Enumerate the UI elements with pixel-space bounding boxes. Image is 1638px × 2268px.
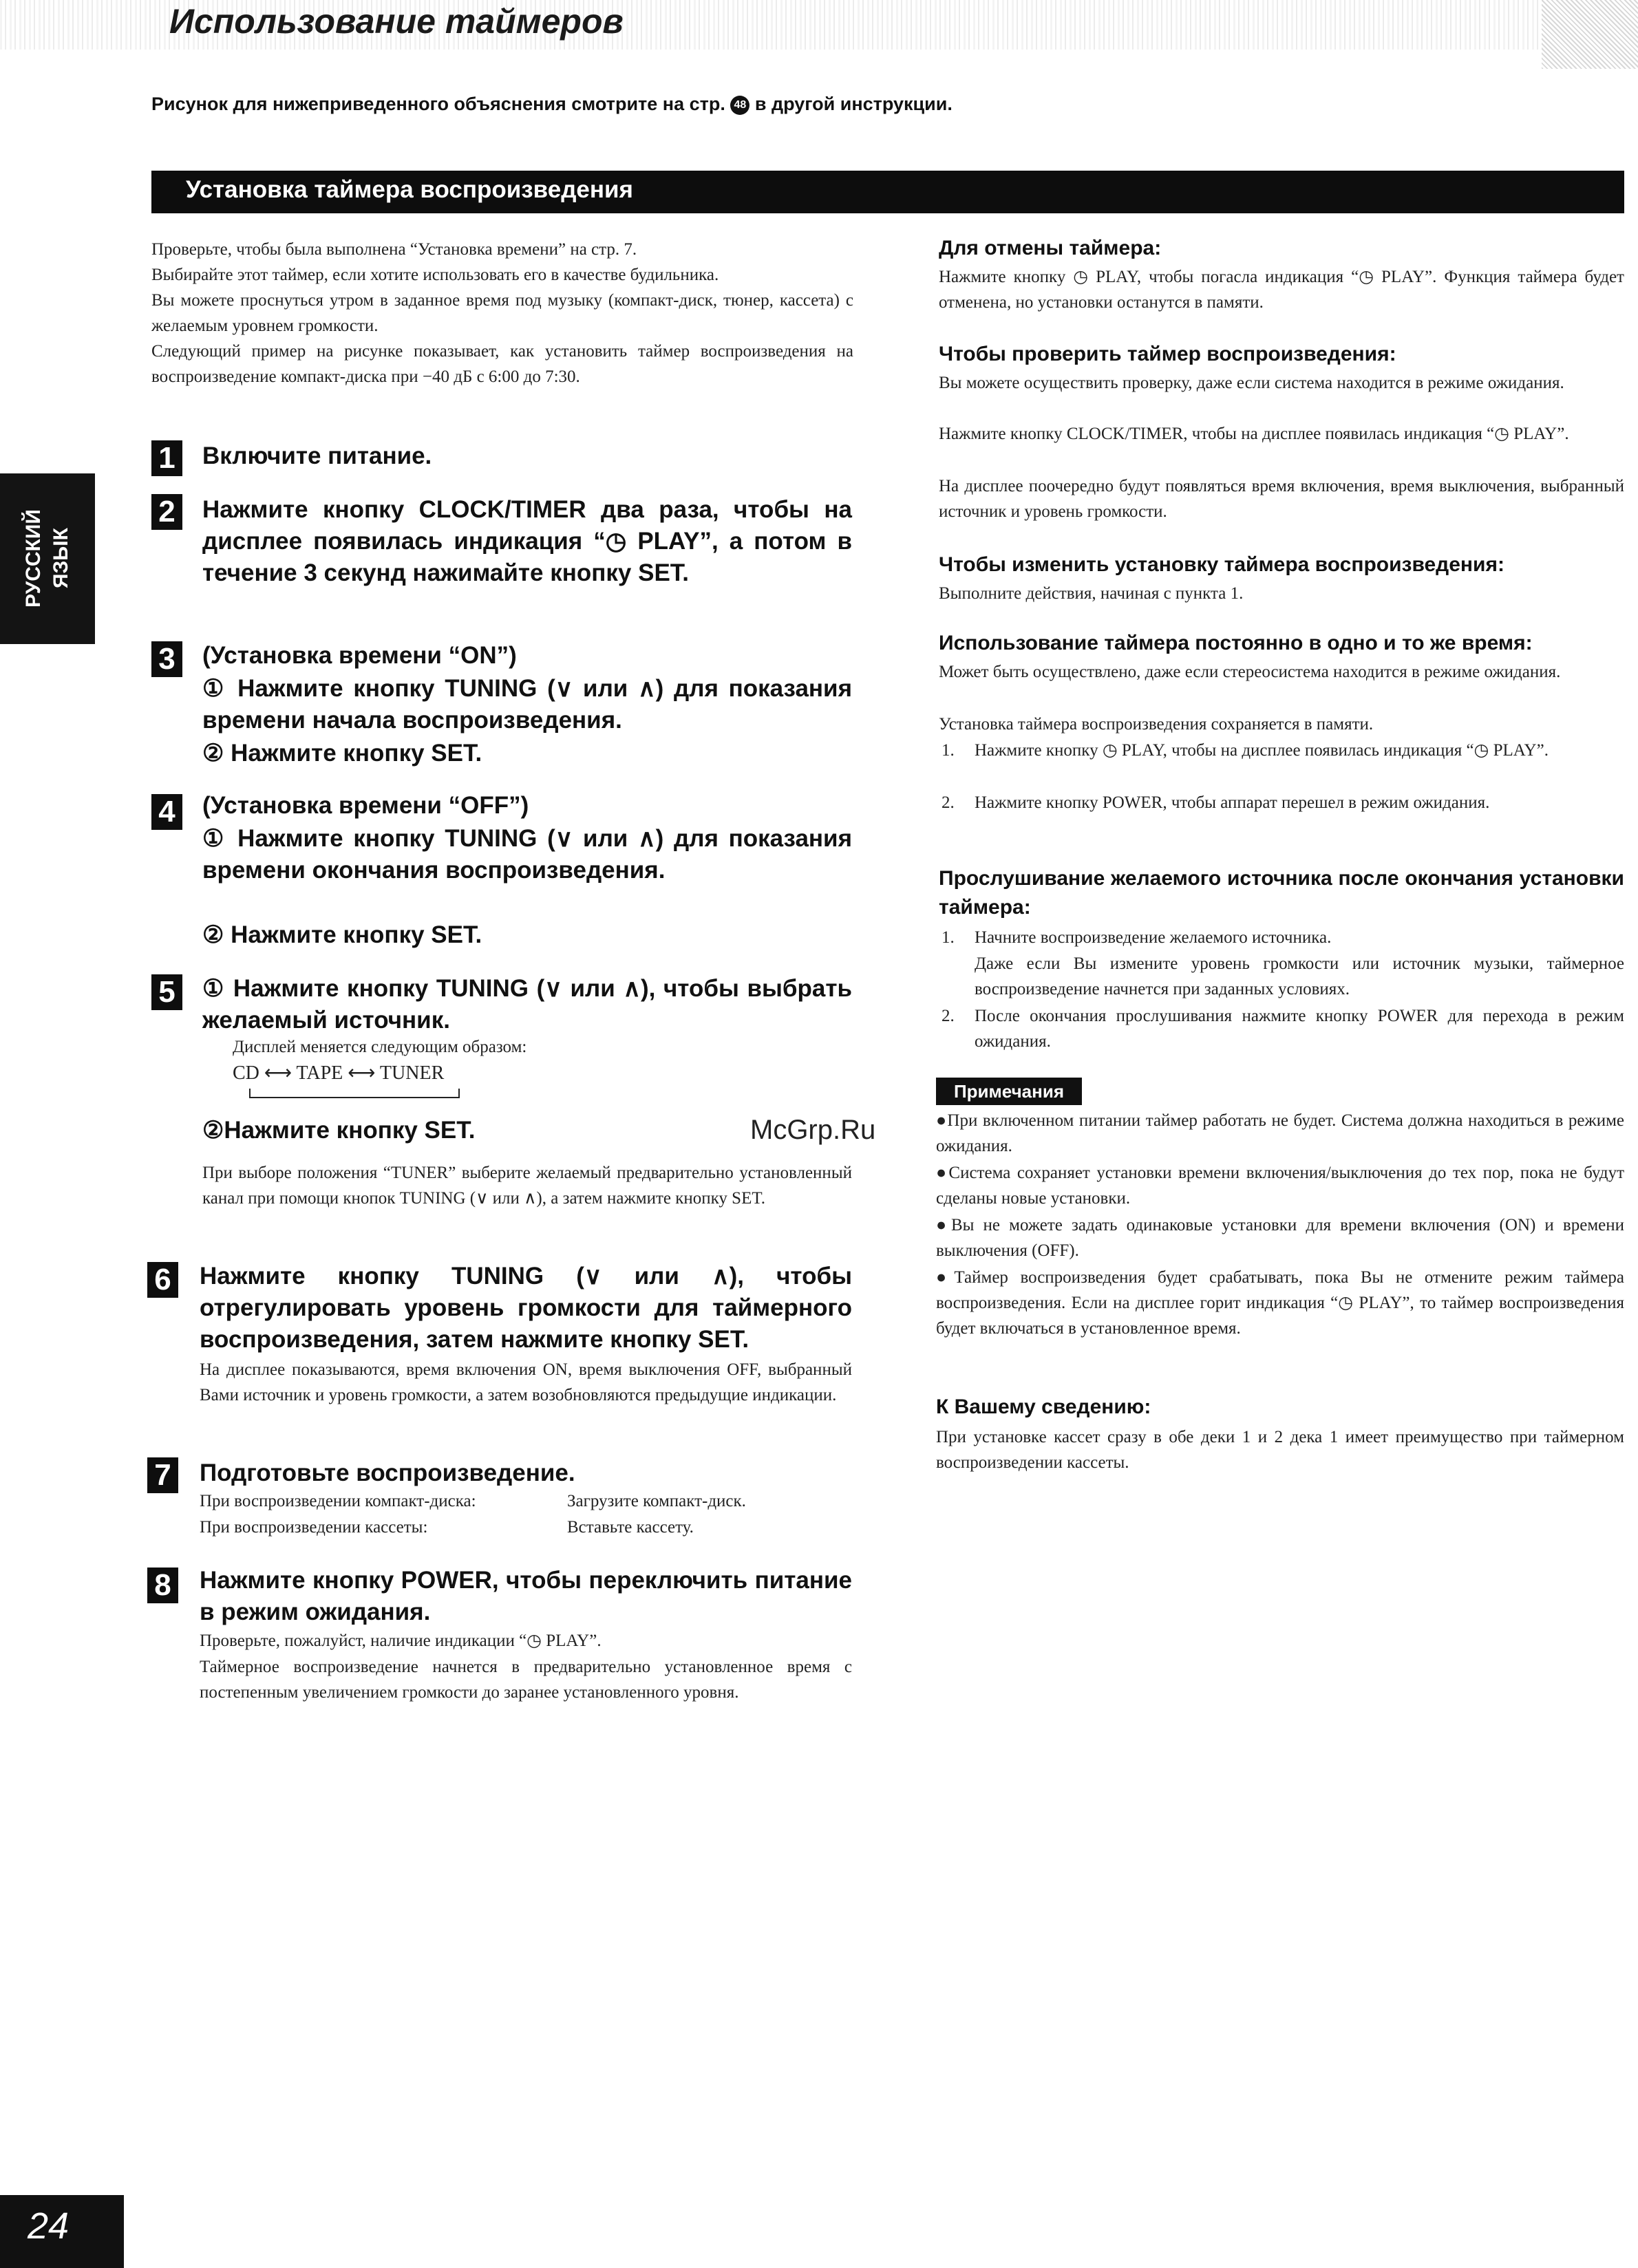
watermark: McGrp.Ru — [750, 1115, 876, 1145]
step-5-substep-2: ②Нажмите кнопку SET. — [202, 1117, 476, 1144]
step-6-text: Нажмите кнопку TUNING (∨ или ∧), чтобы отрегулировать уровень громкости для таймерного воспроизведения, затем нажмите кнопку SET. — [200, 1263, 852, 1353]
step-1-number: 1 — [151, 440, 182, 476]
change-heading: Чтобы изменить установку таймера воспроизведения: — [939, 553, 1504, 576]
step-4-substep-2: ② Нажмите кнопку SET. — [202, 921, 482, 948]
check-paragraph-1: Вы можете осуществить проверку, даже если система находится в режиме ожидания. — [939, 374, 1564, 392]
repeat-heading: Использование таймера постоянно в одно и то же время: — [939, 632, 1533, 654]
list-number: 2. — [942, 793, 955, 812]
reference-line — [151, 94, 953, 115]
step-5-source-cycle: CD ⟷ TAPE ⟷ TUNER — [233, 1062, 445, 1084]
step-2-text: Нажмите кнопку CLOCK/TIMER два раза, чтобы на дисплее появилась индикация “◷ PLAY”, а потом в течение 3 секунд нажимайте кнопку SET. — [202, 496, 852, 586]
cycle-return-line — [249, 1097, 460, 1098]
step-4-heading: (Установка времени “OFF”) — [202, 792, 529, 819]
step-7-tape-action: Вставьте кассету. — [567, 1518, 694, 1537]
list-text: Начните воспроизведение желаемого источника. — [975, 928, 1332, 947]
listen-list-item-2 — [942, 1003, 1624, 1054]
reference-tail: в другой инструкции. — [754, 94, 953, 114]
step-7-tape-label: При воспроизведении кассеты: — [200, 1518, 428, 1537]
section-title: Установка таймера воспроизведения — [186, 176, 633, 203]
page-mark-icon: 48 — [730, 96, 749, 115]
step-1-text: Включите питание. — [202, 442, 432, 469]
intro-block — [151, 237, 853, 389]
intro-paragraph: Проверьте, чтобы была выполнена “Установка времени” на стр. 7. — [151, 240, 637, 259]
check-paragraph-3: На дисплее поочередно будут появляться время включения, время выключения, выбранный источник и уровень громкости. — [939, 477, 1624, 521]
step-7-text: Подготовьте воспроизведение. — [200, 1459, 575, 1486]
list-text: Нажмите кнопку ◷ PLAY, чтобы на дисплее появилась индикация “◷ PLAY”. — [975, 741, 1549, 760]
cancel-text: Нажмите кнопку ◷ PLAY, чтобы погасла индикация “◷ PLAY”. Функция таймера будет отменена, но установки останутся в памяти. — [939, 268, 1624, 312]
check-heading: Чтобы проверить таймер воспроизведения: — [939, 343, 1396, 365]
listen-heading: Прослушивание желаемого источника после окончания установки таймера: — [939, 867, 1624, 919]
info-text: При установке кассет сразу в обе деки 1 и 2 дека 1 имеет преимущество при таймерном воспроизведении кассеты. — [936, 1428, 1624, 1472]
list-text: После окончания прослушивания нажмите кнопку POWER для перехода в режим ожидания. — [975, 1007, 1624, 1051]
step-4-substep-1: ① Нажмите кнопку TUNING (∨ или ∧) для показания времени окончания воспроизведения. — [202, 825, 852, 884]
step-6-note: На дисплее показываются, время включения ON, время выключения OFF, выбранный Вами источник и уровень громкости, а затем возобновляются предыдущие индикации. — [200, 1360, 852, 1404]
intro-paragraph: Следующий пример на рисунке показывает, как установить таймер воспроизведения на воспроизведение компакт-диска при −40 дБ с 6:00 до 7:30. — [151, 342, 853, 386]
notes-label: Примечания — [936, 1078, 1082, 1105]
intro-paragraph: Вы можете проснуться утром в заданное время под музыку (компакт-диск, тюнер, кассета) с желаемым уровнем громкости. — [151, 291, 853, 335]
language-tab-label: РУССКИЙ ЯЗЫК — [22, 509, 72, 608]
intro-paragraph: Выбирайте этот таймер, если хотите использовать его в качестве будильника. — [151, 266, 719, 284]
list-text: Нажмите кнопку POWER, чтобы аппарат перешел в режим ожидания. — [975, 793, 1490, 812]
repeat-list-item-1 — [942, 738, 1624, 763]
step-7-cd-action: Загрузите компакт-диск. — [567, 1492, 746, 1510]
check-paragraph-2: Нажмите кнопку CLOCK/TIMER, чтобы на дисплее появилась индикация “◷ PLAY”. — [939, 425, 1569, 443]
step-8-note-1: Проверьте, пожалуйст, наличие индикации “◷ PLAY”. — [200, 1632, 602, 1650]
page-number: 24 — [28, 2205, 70, 2247]
list-number: 1. — [942, 928, 955, 947]
step-7-cd-label: При воспроизведении компакт-диска: — [200, 1492, 476, 1510]
step-7-number: 7 — [147, 1457, 178, 1493]
step-3-number: 3 — [151, 641, 182, 677]
note-item: ●Вы не можете задать одинаковые установки для времени включения (ON) и времени выключения (OFF). — [936, 1216, 1624, 1260]
step-5-number: 5 — [151, 974, 182, 1010]
note-item: ●При включенном питании таймер работать не будет. Система должна находиться в режиме ожидания. — [936, 1111, 1624, 1155]
step-5-substep-1: ① Нажмите кнопку TUNING (∨ или ∧), чтобы выбрать желаемый источник. — [202, 975, 852, 1034]
listen-list-item-1 — [942, 925, 1624, 950]
language-tab-label-wrap — [0, 473, 95, 644]
reference-text: Рисунок для нижеприведенного объяснения смотрите на стр. — [151, 94, 725, 114]
cancel-heading: Для отмены таймера: — [939, 237, 1162, 259]
repeat-list-item-2 — [942, 790, 1624, 815]
info-heading: К Вашему сведению: — [936, 1395, 1151, 1418]
step-3-substep-2: ② Нажмите кнопку SET. — [202, 740, 482, 767]
page-title: Использование таймеров — [169, 2, 624, 41]
listen-item-1-detail: Даже если Вы измените уровень громкости или источник музыки, таймерное воспроизведение начнется при заданных условиях. — [975, 954, 1624, 998]
step-3-heading: (Установка времени “ON”) — [202, 642, 517, 669]
step-4-number: 4 — [151, 794, 182, 830]
repeat-paragraph-1: Может быть осуществлено, даже если стереосистема находится в режиме ожидания. — [939, 663, 1561, 681]
header-corner-texture — [1542, 0, 1638, 69]
step-8-note-2: Таймерное воспроизведение начнется в предварительно установленное время с постепенным увеличением громкости до заранее установленного уровня. — [200, 1658, 852, 1702]
list-number: 1. — [942, 741, 955, 760]
step-8-number: 8 — [147, 1568, 178, 1603]
step-3-substep-1: ① Нажмите кнопку TUNING (∨ или ∧) для показания времени начала воспроизведения. — [202, 675, 852, 734]
note-item: ●Система сохраняет установки времени включения/выключения до тех пор, пока не будут сделаны новые установки. — [936, 1164, 1624, 1208]
repeat-paragraph-2: Установка таймера воспроизведения сохраняется в памяти. — [939, 715, 1374, 734]
cycle-return-right — [458, 1089, 460, 1098]
change-text: Выполните действия, начиная с пункта 1. — [939, 584, 1244, 603]
step-5-display-note: Дисплей меняется следующим образом: — [233, 1038, 527, 1056]
step-6-number: 6 — [147, 1262, 178, 1298]
step-8-text: Нажмите кнопку POWER, чтобы переключить питание в режим ожидания. — [200, 1567, 852, 1625]
note-item: ●Таймер воспроизведения будет срабатывать, пока Вы не отмените режим таймера воспроизведения. Если на дисплее горит индикация “◷ PLAY”, то таймер воспроизведения будет включаться в установленное время. — [936, 1268, 1624, 1338]
step-5-note: При выборе положения “TUNER” выберите желаемый предварительно установленный канал при помощи кнопок TUNING (∨ или ∧), а затем нажмите кнопку SET. — [202, 1164, 852, 1208]
list-number: 2. — [942, 1007, 955, 1025]
step-2-number: 2 — [151, 494, 182, 530]
